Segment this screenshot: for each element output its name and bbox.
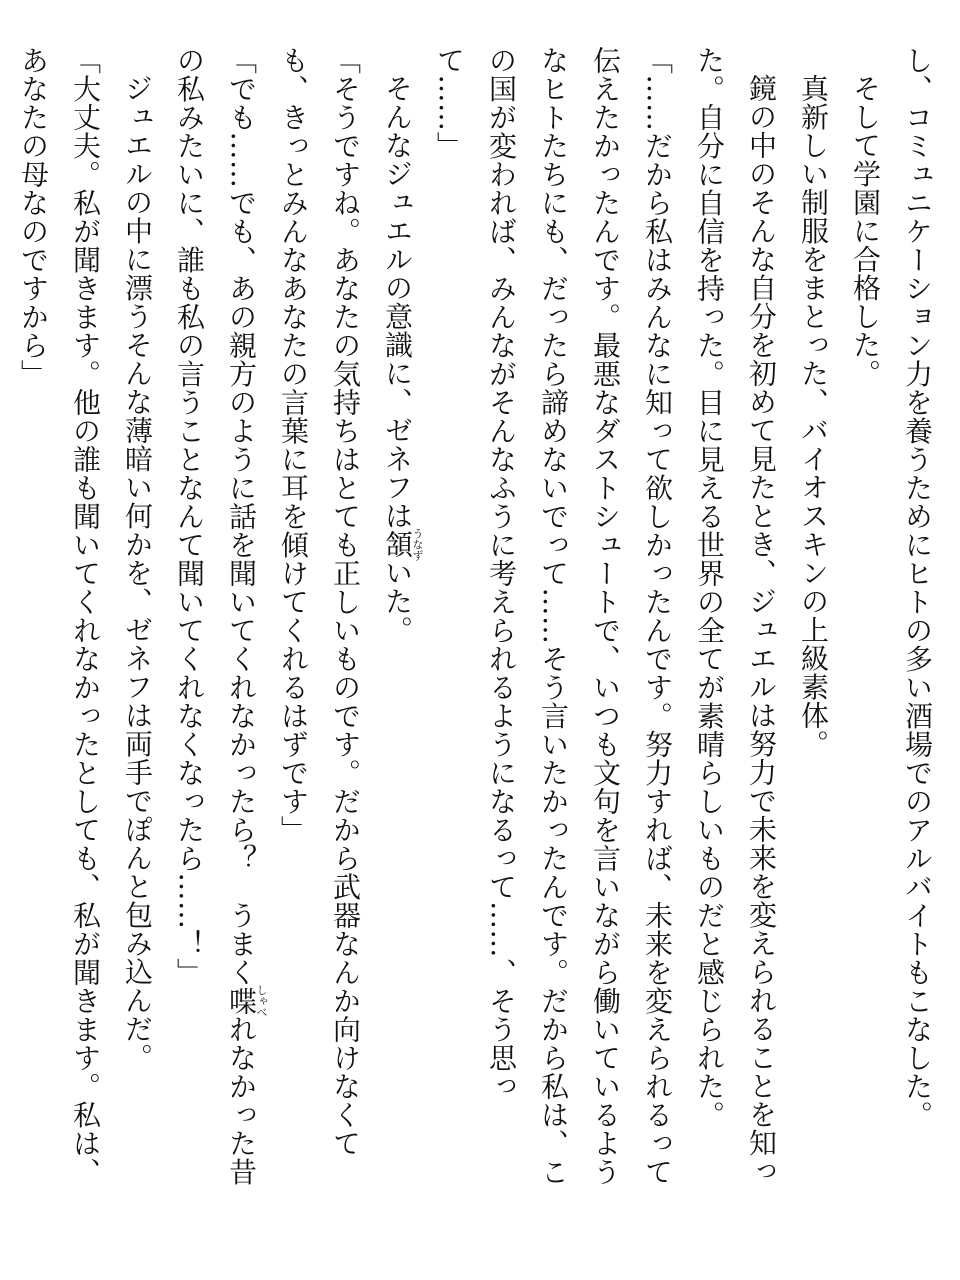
line-10-text: て……」 <box>433 46 466 160</box>
line-2 <box>846 46 884 1274</box>
line-10 <box>430 46 468 1246</box>
line-17-text: 「大丈夫。私が聞きます。他の誰も聞いてくれなかったとしても、私が聞きます。私は、 <box>69 46 102 1186</box>
line-2-text: そして学園に合格した。 <box>849 74 882 388</box>
line-12-text: 「そうですね。あなたの気持ちはとても正しいものです。だから武器なんか向けなくて <box>329 46 362 1158</box>
ruby-base-unazu: 頷 <box>381 527 414 561</box>
line-3-text: 真新しい制服をまとった、バイオスキンの上級素体。 <box>797 74 830 758</box>
line-15 <box>170 46 208 1246</box>
line-6 <box>638 46 676 1246</box>
line-14 <box>222 46 268 1246</box>
line-1-text: し、コミュニケーション力を養うためにヒトの多い酒場でのアルバイトもこなした。 <box>901 46 934 1129</box>
ruby-reading-unazu: うなず <box>411 527 424 561</box>
line-18 <box>14 46 52 1246</box>
ruby-base-shabe: 喋 <box>225 984 258 1018</box>
ruby-unazu <box>381 527 424 561</box>
line-14-text: 「でも……でも、あの親方のように話を聞いてくれなかったら？ うまく <box>225 46 258 987</box>
line-4 <box>742 46 780 1274</box>
line-15-text: の私みたいに、誰も私の言うことなんて聞いてくれなくなったら……！」 <box>173 46 206 987</box>
line-13-text: も、きっとみんなあなたの言葉に耳を傾けてくれるはずです」 <box>277 46 310 844</box>
line-14-after: れなかった昔 <box>225 1015 258 1186</box>
line-9 <box>482 46 520 1246</box>
ruby-shabe <box>225 984 268 1018</box>
line-6-text: 「……だから私はみんなに知って欲しかったんです。努力すれば、未来を変えられるって <box>641 46 674 1186</box>
line-1 <box>898 46 936 1246</box>
line-18-text: あなたの母なのですから」 <box>17 46 50 388</box>
line-11-text: そんなジュエルの意識に、ゼネフは <box>381 74 414 530</box>
line-5 <box>690 46 728 1246</box>
line-11-after: いた。 <box>381 558 414 644</box>
line-7 <box>586 46 624 1246</box>
line-13 <box>274 46 312 1246</box>
ruby-reading-shabe: しゃべ <box>255 984 268 1018</box>
line-9-text: の国が変われば、みんながそんなふうに考えられるようになるって……、そう思っ <box>485 46 518 1101</box>
line-17 <box>66 46 104 1246</box>
line-5-text: た。自分に自信を持った。目に見える世界の全てが素晴らしいものだと感じられた。 <box>693 46 726 1129</box>
line-7-text: 伝えたかったんです。最悪なダストシュートで、いつも文句を言いながら働いているよう <box>589 46 622 1186</box>
line-16 <box>118 46 156 1274</box>
line-3 <box>794 46 832 1274</box>
line-4-text: 鏡の中のそんな自分を初めて見たとき、ジュエルは努力で未来を変えられることを知っ <box>745 74 778 1186</box>
line-8-text: なヒトたちにも、だったら諦めないでって……そう言いたかったんです。だから私は、こ <box>537 46 570 1186</box>
line-11 <box>378 46 424 1274</box>
line-16-text: ジュエルの中に漂うそんな薄暗い何かを、ゼネフは両手でぽんと包み込んだ。 <box>121 74 154 1072</box>
line-12 <box>326 46 364 1246</box>
line-8 <box>534 46 572 1246</box>
